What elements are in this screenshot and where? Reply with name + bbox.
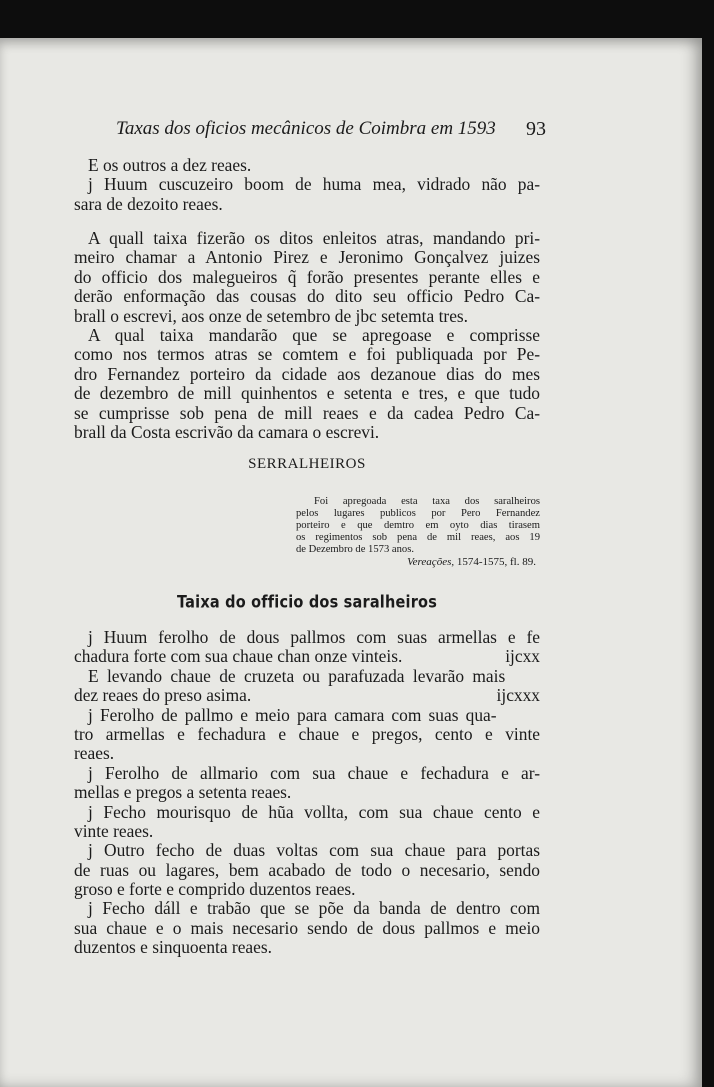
item-line	[74, 938, 540, 957]
tax-items	[74, 628, 540, 958]
item-line	[74, 899, 540, 918]
note-line: os regimentos sob pena de mil reaes, aos 19	[296, 532, 540, 543]
paragraph-malegueiros	[74, 229, 540, 326]
item-text: tro armellas e fechadura e chaue e pregos, cento e vinte	[74, 723, 540, 744]
item-line	[74, 919, 540, 938]
item-text: groso e forte e comprido duzentos reaes.	[74, 879, 356, 900]
item-line	[74, 841, 540, 860]
item-line	[74, 803, 540, 822]
text-line: de dezembro de mill quinhentos e setenta e tres, e que tudo	[74, 383, 540, 404]
text-line: A quall taixa fizerão os ditos enleitos atras, mandando pri-	[88, 228, 540, 248]
note-source	[74, 556, 540, 568]
book-page	[0, 38, 702, 1087]
item-line	[74, 628, 540, 647]
text-line: se cumprisse sob pena de mill reaes e da cadea Pedro Ca-	[74, 402, 540, 423]
note-line: porteiro e que demtro em oyto dias tirasem	[296, 520, 540, 531]
running-head: Taxas dos oficios mecânicos de Coimbra em 1593	[116, 118, 496, 139]
note-source-title: Vereações,	[407, 556, 455, 568]
note-source-ref: 1574-1575, fl. 89.	[456, 556, 536, 568]
text-line: sara de dezoito reaes.	[74, 193, 223, 214]
tax-subtitle: Taixa do officio dos saralheiros	[176, 593, 438, 613]
item-text: j Outro fecho de duas voltas com sua chaue para portas	[88, 840, 540, 861]
text-line: E os outros a dez reaes.	[88, 155, 252, 175]
item-line	[74, 744, 540, 763]
item-text: chadura forte com sua chaue chan onze vinteis.	[74, 646, 403, 667]
item-text: E levando chaue de cruzeta ou parafuzada levarão mais	[88, 665, 506, 686]
item-line	[74, 725, 540, 744]
page-number: 93	[526, 118, 546, 140]
note-line: pelos lugares publicos por Pero Fernandez	[296, 508, 540, 519]
item-line	[74, 647, 540, 666]
item-amount: ijcxxx	[496, 685, 540, 706]
text-line: do officio dos malegueiros q̃ forão presentes perante elles e	[74, 266, 540, 287]
item-text: j Fecho dáll e trabão que se põe da banda de dentro com	[88, 898, 540, 919]
item-text: duzentos e sinquoenta reaes.	[74, 937, 272, 958]
item-text: vinte reaes.	[74, 820, 154, 841]
text-line: brall da Costa escrivão da camara o escrevi.	[74, 421, 380, 442]
text-line: meiro chamar a Antonio Pirez e Jeronimo Gonçalvez juizes	[74, 247, 540, 268]
item-line	[74, 861, 540, 880]
marginal-note	[296, 496, 540, 556]
text-line: A qual taixa mandarão que se apregoase e comprisse	[88, 325, 540, 345]
item-text: mellas e pregos a setenta reaes.	[74, 782, 292, 803]
item-text: j Ferolho de allmario com sua chaue e fechadura e ar-	[88, 762, 540, 783]
paragraph-publication	[74, 326, 540, 442]
item-line	[74, 706, 540, 725]
item-line	[74, 822, 540, 841]
item-text: reaes.	[74, 743, 115, 764]
text-line: dro Fernandez porteiro da cidade aos dezanoue dias do mes	[74, 363, 540, 384]
text-line: como nos termos atras se comtem e foi publiquada por Pe-	[74, 344, 540, 365]
item-text: j Fecho mourisquo de hũa vollta, com sua chaue cento e	[88, 801, 540, 822]
item-line	[74, 764, 540, 783]
text-line: j Huum cuscuzeiro boom de huma mea, vidrado não pa-	[88, 174, 540, 195]
note-line: de Dezembro de 1573 anos.	[296, 544, 414, 555]
item-text: j Ferolho de pallmo e meio para camara com suas qua-	[88, 704, 497, 725]
item-line	[74, 686, 540, 705]
item-text: j Huum ferolho de dous pallmos com suas armellas e fe	[88, 627, 540, 647]
text-line: brall o escrevi, aos onze de setembro de jbc setemta tres.	[74, 305, 469, 326]
item-line	[74, 783, 540, 802]
item-line	[74, 667, 540, 686]
item-text: dez reaes do preso asima.	[74, 685, 252, 706]
opening-lines	[74, 156, 540, 214]
section-title: SERRALHEIROS	[248, 456, 366, 472]
item-text: de ruas ou lagares, bem acabado de todo o necesario, sendo	[74, 859, 540, 880]
note-line: Foi apregoada esta taxa dos saralheiros	[314, 496, 540, 507]
item-text: sua chaue e o mais necesario sendo de dous pallmos e meio	[74, 917, 540, 938]
item-amount: ijcxx	[505, 646, 540, 667]
text-line: derão enformação das cousas do dito seu officio Pedro Ca-	[74, 286, 540, 307]
item-line	[74, 880, 540, 899]
